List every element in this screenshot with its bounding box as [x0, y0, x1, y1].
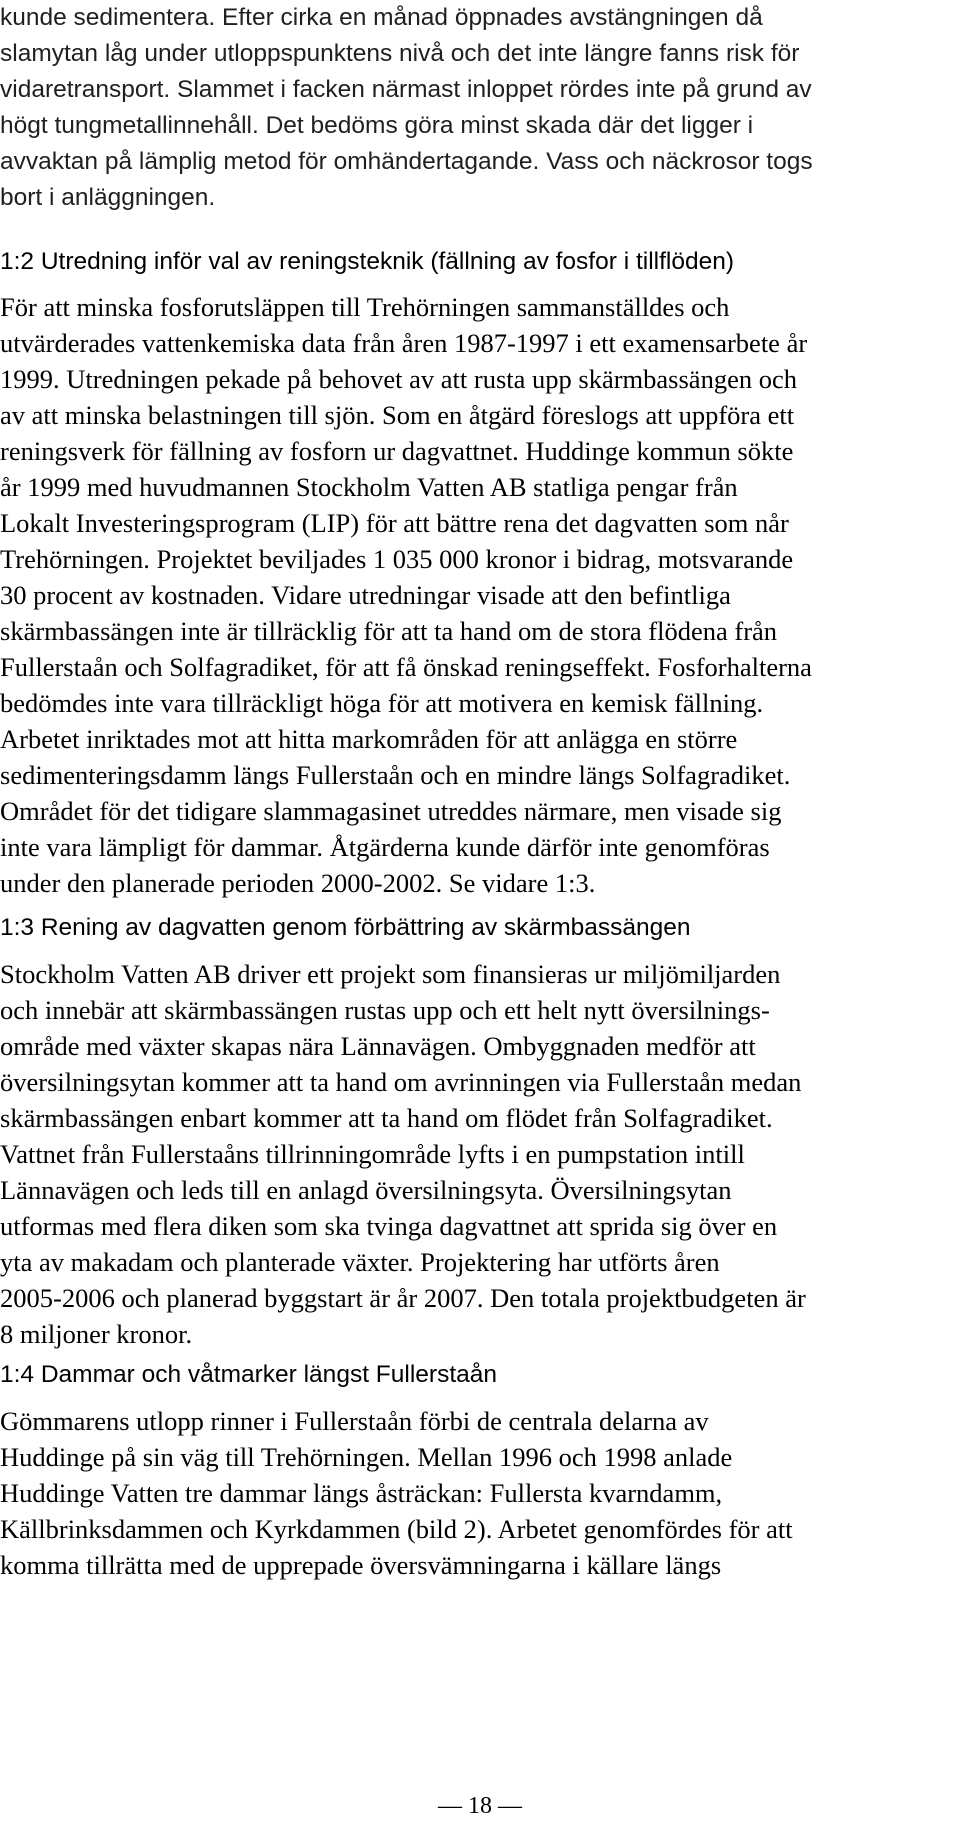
section-paragraph: [0, 1403, 945, 1583]
paragraph-line: 1999. Utredningen pekade på behovet av att rusta upp skärmbassängen och: [0, 364, 797, 394]
paragraph-line: utformas med flera diken som ska tvinga dagvattnet att sprida sig över en: [0, 1211, 778, 1241]
paragraph-line: Huddinge på sin väg till Trehörningen. Mellan 1996 och 1998 anlade: [0, 1442, 733, 1472]
paragraph-line: 30 procent av kostnaden. Vidare utredningar visade att den befintliga: [0, 580, 731, 610]
paragraph-line: högt tungmetallinnehåll. Det bedöms göra minst skada där det ligger i: [0, 112, 754, 139]
paragraph-line: vidaretransport. Slammet i facken närmast inloppet rördes inte på grund av: [0, 76, 812, 103]
paragraph-line: reningsverk för fällning av fosforn ur dagvattnet. Huddinge kommun sökte: [0, 436, 794, 466]
paragraph-line: område med växter skapas nära Lännavägen. Ombyggnaden medför att: [0, 1031, 756, 1061]
paragraph-line: slamytan låg under utloppspunktens nivå och det inte längre fanns risk för: [0, 40, 800, 67]
section-heading: 1:3 Rening av dagvatten genom förbättring av skärmbassängen: [0, 914, 691, 941]
section-heading: 1:4 Dammar och våtmarker längst Fullerstaån: [0, 1361, 497, 1388]
paragraph-line: 2005-2006 och planerad byggstart är år 2007. Den totala projektbudgeten är: [0, 1283, 806, 1313]
section-paragraph: [0, 956, 945, 1352]
paragraph-line: Lokalt Investeringsprogram (LIP) för att bättre rena det dagvatten som når: [0, 508, 789, 538]
paragraph-line: år 1999 med huvudmannen Stockholm Vatten AB statliga pengar från: [0, 472, 738, 502]
paragraph-line: inte vara lämpligt för dammar. Åtgärderna kunde därför inte genomföras: [0, 832, 770, 862]
paragraph-line: Gömmarens utlopp rinner i Fullerstaån förbi de centrala delarna av: [0, 1406, 709, 1436]
paragraph-line: Arbetet inriktades mot att hitta markområden för att anlägga en större: [0, 724, 738, 754]
paragraph-line: utvärderades vattenkemiska data från åren 1987-1997 i ett examensarbete år: [0, 328, 808, 358]
paragraph-line: avvaktan på lämplig metod för omhändertagande. Vass och näckrosor togs: [0, 148, 813, 175]
section-heading: 1:2 Utredning inför val av reningsteknik (fällning av fosfor i tillflöden): [0, 248, 735, 275]
paragraph-line: Lännavägen och leds till en anlagd översilningsyta. Översilningsytan: [0, 1175, 732, 1205]
paragraph-line: bedömdes inte vara tillräckligt höga för att motivera en kemisk fällning.: [0, 688, 764, 718]
paragraph-line: skärmbassängen enbart kommer att ta hand om flödet från Solfagradiket.: [0, 1103, 773, 1133]
intro-paragraph: [0, 0, 945, 216]
paragraph-line: För att minska fosforutsläppen till Trehörningen sammanställdes och: [0, 292, 730, 322]
paragraph-line: 8 miljoner kronor.: [0, 1319, 193, 1349]
page-number: — 18 —: [438, 1793, 522, 1819]
paragraph-line: Trehörningen. Projektet beviljades 1 035 000 kronor i bidrag, motsvarande: [0, 544, 794, 574]
paragraph-line: Källbrinksdammen och Kyrkdammen (bild 2). Arbetet genomfördes för att: [0, 1514, 793, 1544]
paragraph-line: kunde sedimentera. Efter cirka en månad öppnades avstängningen då: [0, 4, 763, 31]
paragraph-line: sedimenteringsdamm längs Fullerstaån och en mindre längs Solfagradiket.: [0, 760, 791, 790]
paragraph-line: bort i anläggningen.: [0, 184, 216, 211]
paragraph-line: Fullerstaån och Solfagradiket, för att få önskad reningseffekt. Fosforhalterna: [0, 652, 812, 682]
paragraph-line: Området för det tidigare slammagasinet utreddes närmare, men visade sig: [0, 796, 782, 826]
paragraph-line: yta av makadam och planterade växter. Projektering har utförts åren: [0, 1247, 720, 1277]
section-paragraph: [0, 289, 945, 901]
paragraph-line: och innebär att skärmbassängen rustas upp och ett helt nytt översilnings-: [0, 995, 770, 1025]
paragraph-line: komma tillrätta med de upprepade översvämningarna i källare längs: [0, 1550, 722, 1580]
paragraph-line: Vattnet från Fullerstaåns tillrinningområde lyfts i en pumpstation intill: [0, 1139, 745, 1169]
paragraph-line: Huddinge Vatten tre dammar längs åsträckan: Fullersta kvarndamm,: [0, 1478, 723, 1508]
paragraph-line: översilningsytan kommer att ta hand om avrinningen via Fullerstaån medan: [0, 1067, 802, 1097]
paragraph-line: skärmbassängen inte är tillräcklig för att ta hand om de stora flödena från: [0, 616, 778, 646]
paragraph-line: under den planerade perioden 2000-2002. Se vidare 1:3.: [0, 868, 596, 898]
paragraph-line: Stockholm Vatten AB driver ett projekt som finansieras ur miljömiljarden: [0, 959, 781, 989]
paragraph-line: av att minska belastningen till sjön. Som en åtgärd föreslogs att uppföra ett: [0, 400, 795, 430]
